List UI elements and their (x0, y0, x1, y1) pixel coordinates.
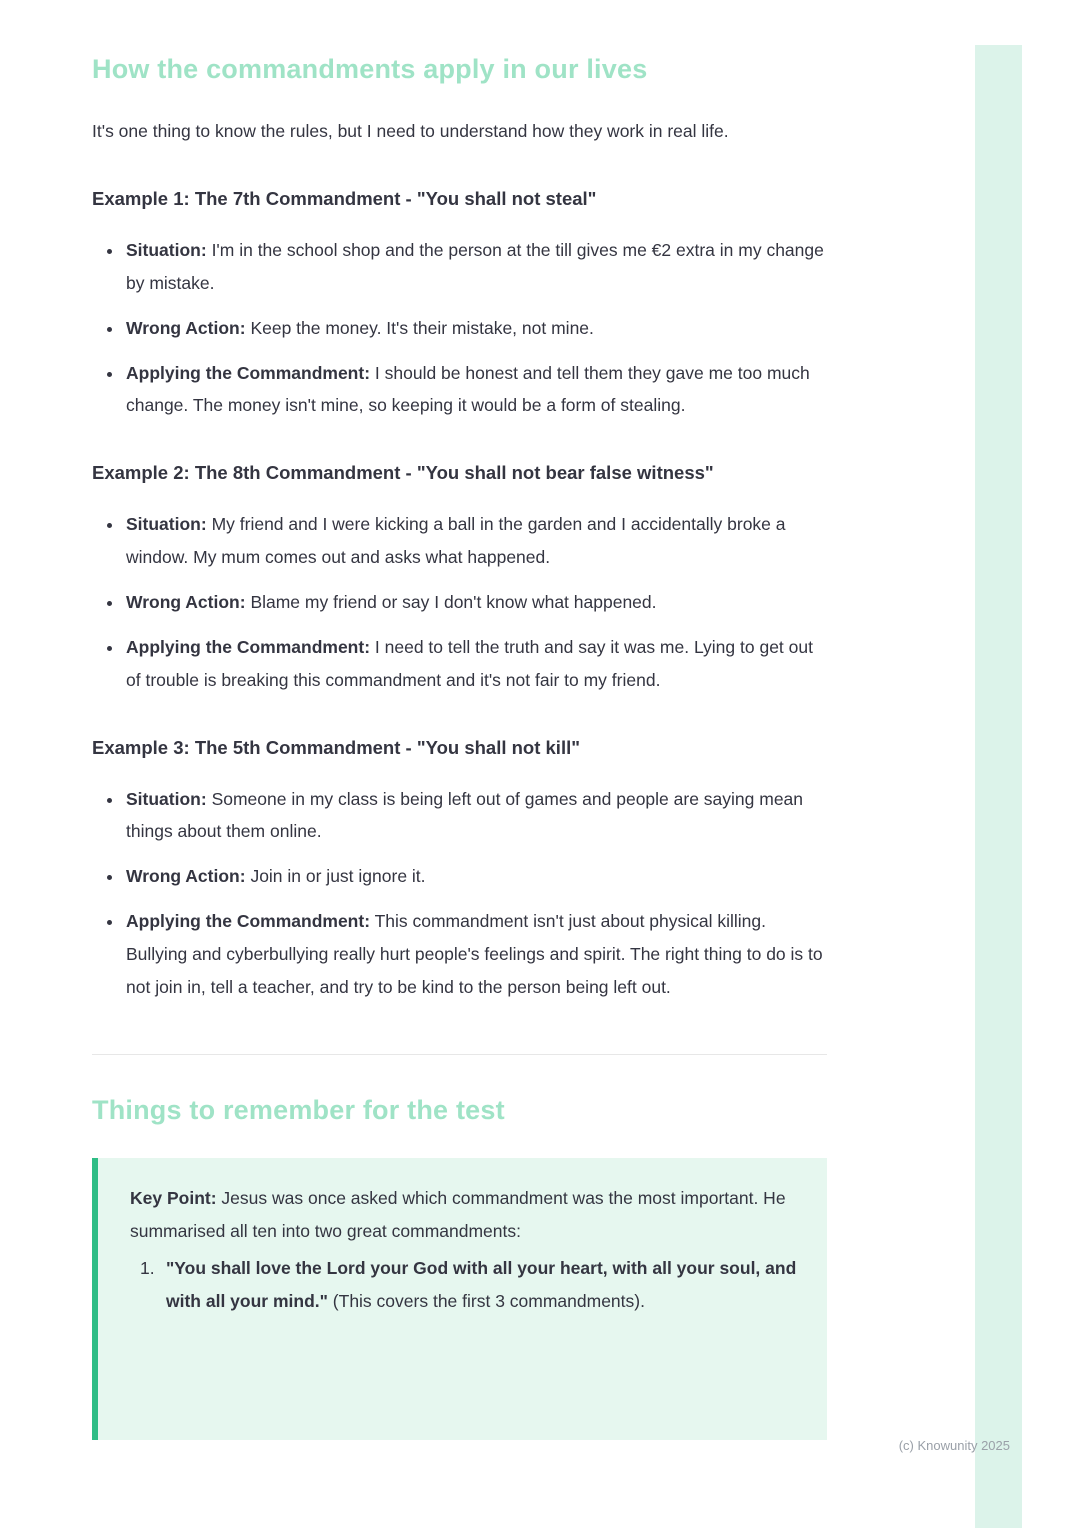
key-point-paragraph (130, 1182, 797, 1248)
list-item (124, 905, 827, 1004)
bullet-text: I need to tell the truth and say it was me. Lying to get out of trouble is breaking this commandment and it's not fair to my friend. (126, 636, 813, 690)
list-number: 1. (140, 1257, 155, 1278)
example-3-list (92, 783, 827, 1004)
bullet-text: Keep the money. It's their mistake, not mine. (250, 317, 594, 338)
key-point-label: Key Point: (130, 1188, 217, 1208)
list-item (124, 508, 827, 574)
bullet-text: Blame my friend or say I don't know what happened. (250, 592, 657, 612)
bullet-text: Join in or just ignore it. (250, 866, 426, 887)
bullet-text: This commandment isn't just about physical killing. Bullying and cyberbullying really hurt people's feelings and spirit. The right thing to do is to not join in, tell a teacher, and try to be kind to the person being left out. (126, 911, 823, 998)
key-point-list (140, 1252, 797, 1318)
list-item-body (166, 1252, 797, 1318)
bullet-label: Wrong Action: (126, 592, 246, 612)
example-1-list (92, 234, 827, 422)
bullet-text: I'm in the school shop and the person at the till gives me €2 extra in my change by mistake. (126, 239, 824, 293)
bullet-text: My friend and I were kicking a ball in the garden and I accidentally broke a window. My mum comes out and asks what happened. (126, 514, 786, 568)
key-point-callout (92, 1158, 827, 1440)
intro-paragraph: It's one thing to know the rules, but I need to understand how they work in real life. (92, 121, 729, 142)
bullet-label: Applying the Commandment: (126, 636, 371, 657)
list-item (124, 234, 827, 300)
section-title-apply: How the commandments apply in our lives (92, 54, 648, 84)
copyright-text: (c) Knowunity 2025 (898, 1438, 1010, 1453)
bullet-label: Wrong Action: (126, 317, 246, 338)
bullet-label: Situation: (126, 514, 207, 535)
section-title-test: Things to remember for the test (92, 1094, 505, 1125)
key-point-text: Jesus was once asked which commandment was the most important. He summarised all ten into two great commandments: (130, 1188, 786, 1241)
list-item (124, 631, 827, 697)
bullet-label: Situation: (126, 239, 207, 260)
list-item (140, 1252, 797, 1318)
list-item (124, 783, 827, 849)
bullet-label: Applying the Commandment: (126, 362, 371, 383)
bullet-label: Situation: (126, 788, 207, 809)
bullet-text: Someone in my class is being left out of games and people are saying mean things about them online. (126, 788, 804, 842)
example-3-heading: Example 3: The 5th Commandment - "You shall not kill" (92, 736, 580, 758)
commandment-quote: "You shall love the Lord your God with all your heart, with all your soul, and with all your mind." (166, 1257, 797, 1311)
list-item (124, 586, 827, 619)
bullet-label: Applying the Commandment: (126, 911, 371, 932)
bullet-text: I should be honest and tell them they gave me too much change. The money isn't mine, so keeping it would be a form of stealing. (126, 362, 810, 416)
example-1-heading: Example 1: The 7th Commandment - "You shall not steal" (92, 187, 597, 209)
list-item (124, 860, 827, 893)
example-2-list (92, 508, 827, 696)
bullet-label: Wrong Action: (126, 866, 246, 887)
example-2-heading: Example 2: The 8th Commandment - "You shall not bear false witness" (92, 462, 714, 484)
list-item (124, 312, 827, 345)
section-divider (92, 1054, 827, 1055)
commandment-note: (This covers the first 3 commandments). (332, 1290, 645, 1311)
list-item (124, 357, 827, 423)
